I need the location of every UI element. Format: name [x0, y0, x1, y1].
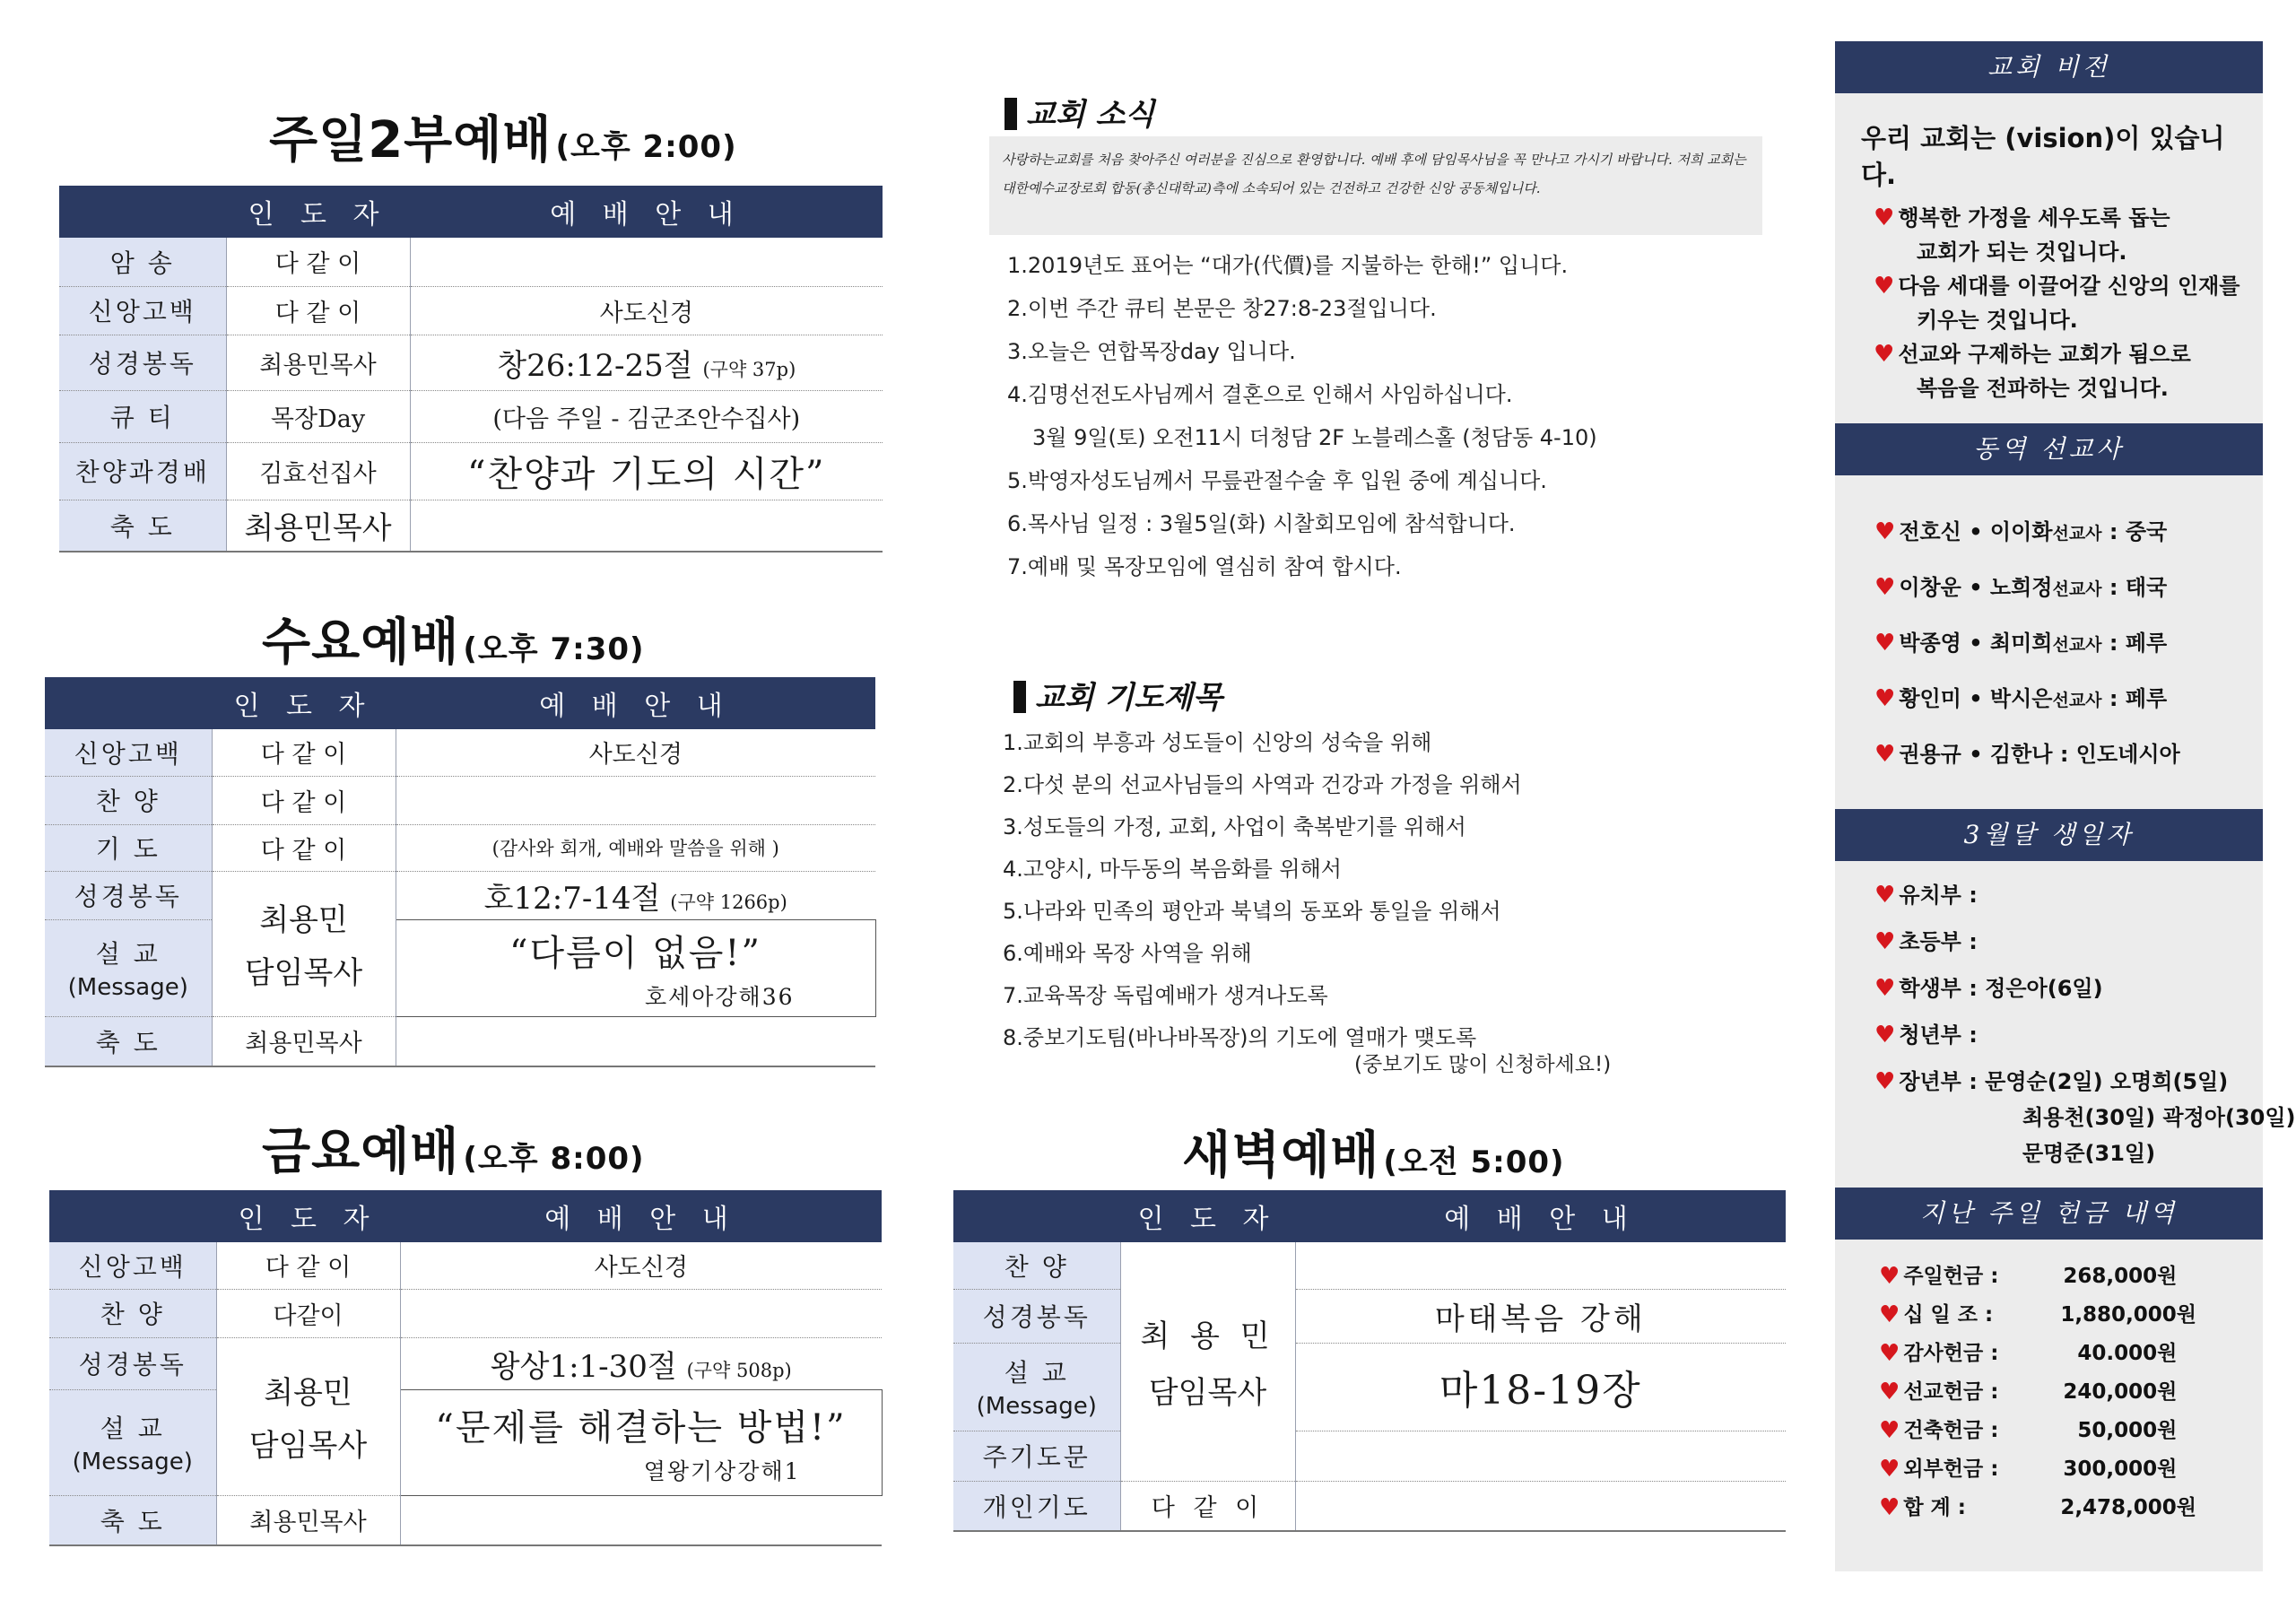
list-item: 7.교육목장 독립예배가 생겨나도록 — [1003, 983, 1328, 1008]
dawn-title: 새벽예배 (오전 5:00) — [1182, 1127, 1565, 1185]
vision-section: 우리 교회는 (vision)이 있습니다. ♥ 행복한 가정을 세우도록 돕는 교회가 되는 것입니다. ♥ 다음 세대를 이끌어갈 신앙의 인재를 키우는 것입니다. ♥ 선교와 구제하는 교회가 됨으로 복음을 전파하는 것입니다. — [1861, 118, 2256, 405]
list-item: 3월 9일(토) 오전11시 더청담 2F 노블레스홀 (청담동 4-10) — [1032, 425, 1597, 450]
heart-icon: ♥ — [1879, 1263, 1900, 1290]
table-row: 찬양과경배 김효선집사 “찬양과 기도의 시간” — [59, 442, 883, 500]
list-item: ♥ 황인미 • 박시은선교사 : 페루 — [1874, 685, 2168, 712]
list-item: ♥ 외부헌금 : 300,000원 — [1879, 1450, 2177, 1489]
heart-icon: ♥ — [1879, 1494, 1900, 1521]
sunday2-title: 주일2부예배 (오후 2:00) — [269, 111, 737, 170]
table-row: 축 도 최용민목사 — [59, 500, 883, 552]
list-item: ♥ 초등부 : — [1874, 928, 1978, 955]
heading-bar — [1004, 98, 1017, 130]
welcome-message: 사랑하는교회를 처음 찾아주신 여러분을 진심으로 환영합니다. 예배 후에 담임목사님을 꼭 만나고 가시기 바랍니다. 저희 교회는 대한예수교장로회 합동(총신대학교)측에 소속되어 있는 건전하고 건강한 신앙 공동체입니다. — [989, 136, 1762, 235]
leader-header: 인 도 자 — [1120, 1190, 1295, 1242]
table-header — [45, 677, 875, 729]
table-row: 개인기도 다 같 이 — [953, 1481, 1786, 1531]
table-row: 성경봉독 최용민 담임목사 왕상1:1-30절 (구약 508p) — [49, 1337, 882, 1389]
offering-heading: 지난 주일 헌금 내역 — [1835, 1188, 2263, 1240]
sunday2-table — [59, 186, 883, 553]
table-row: 축 도 최용민목사 — [45, 1016, 875, 1066]
table-row: 신앙고백 다 같 이 사도신경 — [45, 729, 875, 776]
table-row: 큐 티 목장Day (다음 주일 - 김군조안수집사) — [59, 390, 883, 442]
heart-icon: ♥ — [1879, 1456, 1900, 1483]
list-item: 1.2019년도 표어는 “대가(代價)를 지불하는 한해!” 입니다. — [1007, 253, 1569, 278]
table-row: 신앙고백 다 같 이 사도신경 — [59, 286, 883, 335]
list-item: ♥ 주일헌금 : 268,000원 — [1879, 1257, 2177, 1296]
table-row: 설 교 (Message) 마18-19장 — [953, 1343, 1786, 1431]
guide-header: 예 배 안 내 — [410, 186, 883, 238]
heart-icon: ♥ — [1874, 882, 1896, 909]
heart-icon: ♥ — [1874, 518, 1896, 545]
offering-list — [1879, 1257, 2197, 1527]
list-item: 2.이번 주간 큐티 본문은 창27:8-23절입니다. — [1007, 296, 1437, 321]
list-item: 4.김명선전도사님께서 결혼으로 인해서 사임하십니다. — [1007, 382, 1513, 407]
heart-icon: ♥ — [1874, 1068, 1896, 1095]
heart-icon: ♥ — [1879, 1417, 1900, 1444]
heart-icon: ♥ — [1874, 574, 1896, 601]
leader-header: 인 도 자 — [212, 677, 396, 729]
table-header — [49, 1190, 882, 1242]
list-item: ♥ 감사헌금 : 40.000원 — [1879, 1335, 2177, 1373]
leader-header: 인 도 자 — [226, 186, 410, 238]
prayer-heading: 교회 기도제목 — [1013, 673, 1222, 717]
table-row: 찬 양 다같이 — [49, 1289, 882, 1337]
table-row: 설 교 (Message) “문제를 해결하는 방법!” 열왕기상강해1 — [49, 1389, 882, 1495]
birthdays-list — [1874, 877, 2296, 1171]
list-item: 3.성도들의 가정, 교회, 사업이 축복받기를 위해서 — [1003, 814, 1466, 840]
heart-icon: ♥ — [1874, 928, 1896, 955]
heart-icon: ♥ — [1874, 204, 1895, 231]
list-item: ♥ 합 계 : 2,478,000원 — [1879, 1489, 2177, 1527]
guide-header: 예 배 안 내 — [400, 1190, 882, 1242]
list-item: 3.오늘은 연합목장day 입니다. — [1007, 339, 1296, 364]
news-heading: 교회 소식 — [1004, 90, 1154, 134]
list-item: 2.다섯 분의 선교사님들의 사역과 건강과 가정을 위해서 — [1003, 772, 1522, 797]
list-item: 6.목사님 일정 : 3월5일(화) 시찰회모임에 참석합니다. — [1007, 511, 1516, 536]
list-item: ♥ 행복한 가정을 세우도록 돕는 교회가 되는 것입니다. — [1874, 204, 2170, 265]
wednesday-table — [45, 677, 876, 1067]
table-row: 신앙고백 다 같 이 사도신경 — [49, 1242, 882, 1289]
leader-header: 인 도 자 — [216, 1190, 400, 1242]
friday-title: 금요예배 (오후 8:00) — [262, 1123, 645, 1181]
heart-icon: ♥ — [1879, 1379, 1900, 1405]
vision-heading: 교회 비전 — [1835, 41, 2263, 93]
list-item: 6.예배와 목장 사역을 위해 — [1003, 941, 1252, 966]
table-row: 암 송 다 같 이 — [59, 238, 883, 286]
list-item: 5.박영자성도님께서 무릎관절수술 후 입원 중에 계십니다. — [1007, 468, 1547, 493]
heart-icon: ♥ — [1874, 273, 1895, 300]
list-item: ♥ 다음 세대를 이끌어갈 신앙의 인재를 키우는 것입니다. — [1874, 273, 2240, 333]
dawn-table — [953, 1190, 1786, 1532]
list-item: 4.고양시, 마두동의 복음화를 위해서 — [1003, 857, 1342, 882]
heart-icon: ♥ — [1874, 1022, 1896, 1048]
prayer-note: (중보기도 많이 신청하세요!) — [1354, 1053, 1612, 1076]
list-item: ♥ 권용규 • 김한나 : 인도네시아 — [1874, 741, 2180, 768]
table-row: 성경봉독 최용민목사 창26:12-25절 (구약 37p) — [59, 335, 883, 390]
heart-icon: ♥ — [1874, 741, 1896, 768]
heart-icon: ♥ — [1874, 341, 1895, 368]
list-item: ♥ 학생부 : 정은아(6일) — [1874, 975, 2103, 1002]
list-item: ♥ 십 일 조 : 1,880,000원 — [1879, 1296, 2177, 1335]
heart-icon: ♥ — [1874, 630, 1896, 657]
list-item: ♥ 청년부 : — [1874, 1022, 1978, 1048]
friday-table — [49, 1190, 883, 1546]
list-item: 8.중보기도팀(바나바목장)의 기도에 열매가 맺도록 — [1003, 1025, 1477, 1050]
list-item: ♥ 전호신 • 이이화선교사 : 중국 — [1874, 518, 2168, 545]
list-item: ♥ 박종영 • 최미희선교사 : 페루 — [1874, 630, 2168, 657]
list-item: ♥ 건축헌금 : 50,000원 — [1879, 1412, 2177, 1450]
table-row: 주기도문 — [953, 1431, 1786, 1481]
table-row: 성경봉독 최용민 담임목사 호12:7-14절 (구약 1266p) — [45, 871, 875, 919]
list-item: 1.교회의 부흥과 성도들이 신앙의 성숙을 위해 — [1003, 730, 1432, 755]
table-header — [953, 1190, 1786, 1242]
list-item: 7.예배 및 목장모임에 열심히 참여 합시다. — [1007, 554, 1402, 579]
table-header — [59, 186, 883, 238]
list-item: ♥ 이창운 • 노희정선교사 : 태국 — [1874, 574, 2168, 601]
wednesday-title: 수요예배 (오후 7:30) — [262, 613, 645, 672]
birthdays-heading: 3월달 생일자 — [1835, 809, 2263, 861]
heart-icon: ♥ — [1879, 1340, 1900, 1367]
table-row: 설 교 (Message) “다름이 없음!” 호세아강해36 — [45, 919, 875, 1016]
heart-icon: ♥ — [1874, 975, 1896, 1002]
missionaries-heading: 동역 선교사 — [1835, 423, 2263, 475]
list-item: ♥ 장년부 : 문영순(2일) 오명희(5일) 최용천(30일) 곽정아(30일) 문명준(31일) — [1874, 1068, 2296, 1166]
heart-icon: ♥ — [1874, 685, 1896, 712]
table-row: 기 도 다 같 이 (감사와 회개, 예배와 말씀을 위해 ) — [45, 824, 875, 871]
list-item: 5.나라와 민족의 평안과 북녘의 동포와 통일을 위해서 — [1003, 899, 1501, 924]
guide-header: 예 배 안 내 — [396, 677, 875, 729]
heading-bar — [1013, 681, 1026, 713]
heart-icon: ♥ — [1879, 1301, 1900, 1328]
list-item: ♥ 선교와 구제하는 교회가 됨으로 복음을 전파하는 것입니다. — [1874, 341, 2191, 401]
prayer-list — [1003, 722, 1522, 1059]
missionaries-list — [1874, 504, 2180, 782]
table-row: 찬 양 최 용 민 담임목사 — [953, 1242, 1786, 1289]
guide-header: 예 배 안 내 — [1295, 1190, 1786, 1242]
list-item: ♥ 유치부 : — [1874, 882, 1978, 909]
news-list — [1007, 244, 1597, 588]
table-row: 찬 양 다 같 이 — [45, 776, 875, 824]
table-row: 축 도 최용민목사 — [49, 1495, 882, 1545]
list-item: ♥ 선교헌금 : 240,000원 — [1879, 1373, 2177, 1412]
table-row: 성경봉독 마태복음 강해 — [953, 1289, 1786, 1343]
